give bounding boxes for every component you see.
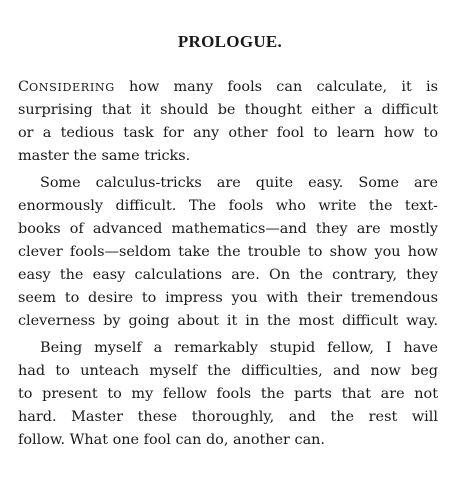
small-caps-word: ONSIDERING (29, 81, 115, 94)
text-line: had to unteach myself the difficulties, and now beg (18, 363, 438, 379)
text-line: seem to desire to impress you with their tremendous (18, 290, 438, 306)
text-line-content: how many fools can calculate, it is (114, 79, 438, 95)
small-caps-initial: C (18, 79, 30, 95)
text-line: or a tedious task for any other fool to learn how to (18, 125, 438, 141)
page-title: PROLOGUE. (177, 32, 283, 51)
text-line: Being myself a remarkably stupid fellow, I have (40, 340, 438, 356)
text-line: follow. What one fool can do, another can. (18, 432, 325, 448)
text-line: cleverness by going about it in the most difficult way. (18, 313, 438, 329)
text-line: master the same tricks. (18, 148, 191, 164)
text-line: easy the easy calculations are. On the contrary, they (18, 267, 438, 283)
text-line: enormously difficult. The fools who write the text- (18, 198, 438, 214)
text-line: surprising that it should be thought either a difficult (18, 102, 438, 118)
text-line: books of advanced mathematics—and they are mostly (18, 221, 438, 237)
text-line (18, 76, 438, 98)
text-line: to present to my fellow fools the parts that are not (18, 386, 438, 402)
text-line: clever fools—seldom take the trouble to show you how (18, 244, 438, 260)
text-line: hard. Master these thoroughly, and the rest will (18, 409, 438, 425)
text-line: Some calculus-tricks are quite easy. Some are (40, 175, 438, 191)
